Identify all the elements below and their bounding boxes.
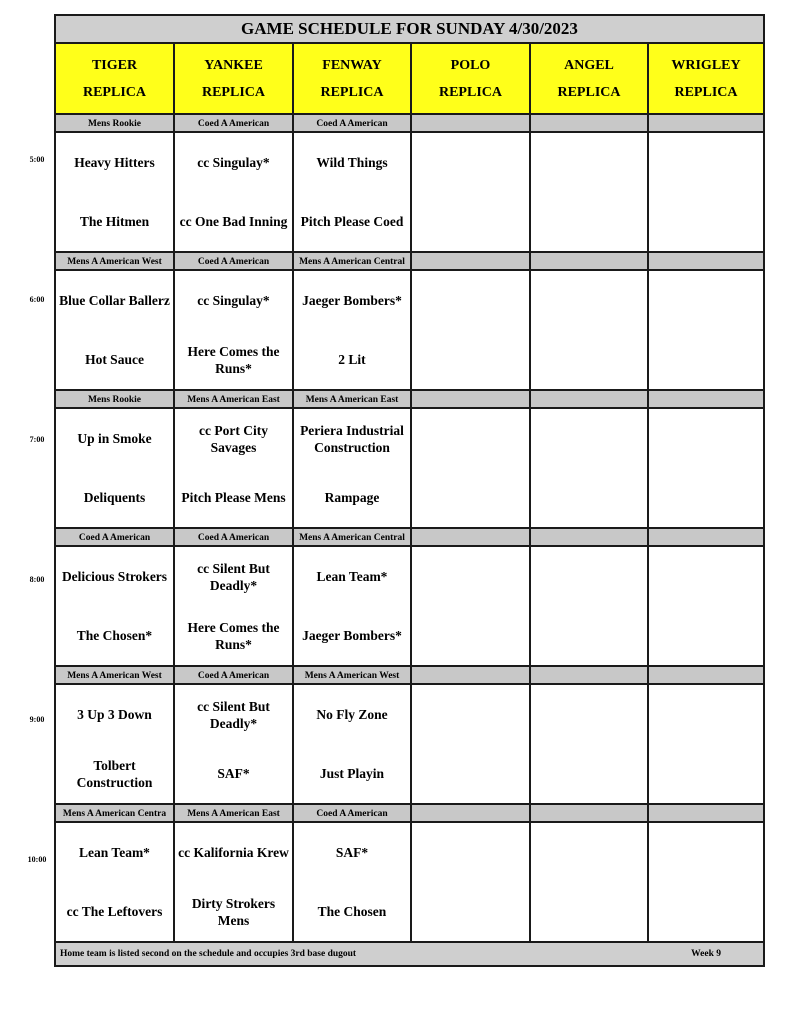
home-team xyxy=(649,882,763,941)
game-row xyxy=(56,271,763,391)
away-team xyxy=(531,271,647,330)
away-team: Delicious Strokers xyxy=(61,569,168,584)
away-team: Heavy Hitters xyxy=(74,155,155,170)
game-cell xyxy=(294,409,412,529)
home-team: cc The Leftovers xyxy=(66,904,163,919)
time-label: 5:00 xyxy=(29,155,45,164)
division-label xyxy=(412,805,531,823)
home-team: Pitch Please Mens xyxy=(181,490,286,505)
division-label xyxy=(531,667,649,685)
home-team xyxy=(531,468,647,527)
home-team xyxy=(412,606,529,665)
division-row xyxy=(56,667,763,685)
division-row xyxy=(56,805,763,823)
game-cell xyxy=(175,823,294,943)
home-team xyxy=(649,606,763,665)
away-team xyxy=(649,271,763,330)
division-label: Coed A American xyxy=(175,667,294,685)
away-team: 3 Up 3 Down xyxy=(77,707,152,722)
game-cell xyxy=(294,271,412,391)
home-team-note: Home team is listed second on the schedule and occupies 3rd base dugout xyxy=(60,949,357,959)
division-row xyxy=(56,391,763,409)
division-label xyxy=(531,529,649,547)
game-cell xyxy=(412,409,531,529)
division-label: Mens A American West xyxy=(56,667,175,685)
game-cell xyxy=(412,133,531,253)
division-label xyxy=(412,391,531,409)
home-team: Just Playin xyxy=(319,766,385,781)
home-team xyxy=(412,882,529,941)
game-cell xyxy=(531,547,649,667)
home-team xyxy=(412,192,529,251)
away-team xyxy=(531,823,647,882)
field-name: FENWAY xyxy=(322,57,382,73)
home-team: The Chosen* xyxy=(76,628,153,643)
away-team xyxy=(531,133,647,192)
away-team: Lean Team* xyxy=(316,569,388,584)
game-cell xyxy=(412,271,531,391)
home-team xyxy=(412,330,529,389)
game-cell xyxy=(649,271,763,391)
division-label: Mens A American Central xyxy=(294,253,412,271)
away-team: cc Kalifornia Krew xyxy=(178,845,289,860)
game-cell xyxy=(531,133,649,253)
division-label: Mens A American East xyxy=(294,391,412,409)
away-team: Blue Collar Ballerz xyxy=(59,293,170,308)
away-team: Wild Things xyxy=(316,155,388,170)
home-team: cc One Bad Inning xyxy=(179,214,288,229)
time-label: 7:00 xyxy=(29,435,45,444)
home-team xyxy=(649,330,763,389)
footer-bar xyxy=(56,943,763,965)
division-label: Mens A American Centra xyxy=(56,805,175,823)
game-row xyxy=(56,409,763,529)
game-cell xyxy=(294,547,412,667)
game-cell xyxy=(294,823,412,943)
game-cell xyxy=(412,547,531,667)
home-team: Here Comes the Runs* xyxy=(187,343,280,376)
division-label xyxy=(531,253,649,271)
division-label xyxy=(412,115,531,133)
division-label xyxy=(531,391,649,409)
division-label: Coed A American xyxy=(294,115,412,133)
home-team: Rampage xyxy=(324,490,380,505)
field-header-polo xyxy=(412,44,531,115)
game-cell xyxy=(649,409,763,529)
home-team xyxy=(412,744,529,803)
home-team xyxy=(531,330,647,389)
game-cell xyxy=(175,685,294,805)
division-row xyxy=(56,253,763,271)
game-cell xyxy=(294,685,412,805)
schedule-title: GAME SCHEDULE FOR SUNDAY 4/30/2023 xyxy=(56,16,763,44)
home-team xyxy=(531,192,647,251)
division-label: Mens Rookie xyxy=(56,391,175,409)
home-team: 2 Lit xyxy=(338,352,366,367)
division-label xyxy=(412,667,531,685)
away-team xyxy=(531,547,647,606)
away-team xyxy=(412,271,529,330)
division-label xyxy=(649,253,763,271)
away-team xyxy=(649,685,763,744)
division-label: Mens Rookie xyxy=(56,115,175,133)
field-name: TIGER xyxy=(91,57,138,73)
away-team xyxy=(649,133,763,192)
division-label: Coed A American xyxy=(175,253,294,271)
game-cell xyxy=(412,823,531,943)
game-cell xyxy=(56,271,175,391)
home-team xyxy=(531,882,647,941)
division-label xyxy=(531,115,649,133)
field-header-tiger xyxy=(56,44,175,115)
field-header-fenway xyxy=(294,44,412,115)
away-team: cc Port City Savages xyxy=(199,422,268,455)
away-team xyxy=(412,823,529,882)
division-row xyxy=(56,529,763,547)
home-team: The Chosen xyxy=(317,904,387,919)
game-row xyxy=(56,685,763,805)
game-cell xyxy=(649,133,763,253)
division-label xyxy=(649,805,763,823)
away-team: Up in Smoke xyxy=(77,431,152,446)
game-cell xyxy=(175,271,294,391)
game-cell xyxy=(649,823,763,943)
schedule-sheet xyxy=(54,14,765,967)
away-team xyxy=(412,133,529,192)
game-cell xyxy=(175,409,294,529)
away-team: cc Silent But Deadly* xyxy=(197,698,270,731)
away-team: No Fly Zone xyxy=(316,707,388,722)
division-label: Coed A American xyxy=(175,529,294,547)
field-subtitle: REPLICA xyxy=(201,84,265,100)
field-header-yankee xyxy=(175,44,294,115)
away-team xyxy=(531,409,647,468)
game-row xyxy=(56,823,763,943)
game-cell xyxy=(531,271,649,391)
division-label: Coed A American xyxy=(294,805,412,823)
division-label: Mens A American East xyxy=(175,391,294,409)
field-subtitle: REPLICA xyxy=(438,84,502,100)
home-team xyxy=(531,744,647,803)
division-row xyxy=(56,115,763,133)
home-team: Hot Sauce xyxy=(85,352,144,367)
field-name: WRIGLEY xyxy=(671,57,741,73)
away-team xyxy=(649,823,763,882)
game-cell xyxy=(294,133,412,253)
division-label: Mens A American West xyxy=(294,667,412,685)
away-team xyxy=(531,685,647,744)
game-cell xyxy=(531,685,649,805)
game-cell xyxy=(531,823,649,943)
game-cell xyxy=(56,823,175,943)
week-label: Week 9 xyxy=(691,949,721,959)
time-slots xyxy=(56,115,763,943)
division-label: Mens A American West xyxy=(56,253,175,271)
field-name: ANGEL xyxy=(564,57,614,73)
division-label: Mens A American East xyxy=(175,805,294,823)
division-label xyxy=(649,667,763,685)
away-team: Lean Team* xyxy=(79,845,150,860)
home-team: Jaeger Bombers* xyxy=(302,628,402,643)
away-team: Periera Industrial Construction xyxy=(300,422,404,455)
time-label: 6:00 xyxy=(29,295,45,304)
home-team: The Hitmen xyxy=(79,214,150,229)
field-subtitle: REPLICA xyxy=(557,84,621,100)
away-team xyxy=(412,685,529,744)
home-team: Dirty Strokers Mens xyxy=(191,895,276,928)
game-cell xyxy=(412,685,531,805)
division-label: Mens A American Central xyxy=(294,529,412,547)
field-header-row xyxy=(56,44,763,115)
division-label: Coed A American xyxy=(175,115,294,133)
home-team xyxy=(649,744,763,803)
away-team: SAF* xyxy=(335,845,369,860)
division-label xyxy=(649,529,763,547)
field-header-wrigley xyxy=(649,44,763,115)
away-team: cc Singulay* xyxy=(197,293,270,308)
division-label xyxy=(412,253,531,271)
game-cell xyxy=(56,547,175,667)
field-header-angel xyxy=(531,44,649,115)
division-label xyxy=(649,391,763,409)
away-team: Jaeger Bombers* xyxy=(302,293,402,308)
game-cell xyxy=(531,409,649,529)
division-label: Coed A American xyxy=(56,529,175,547)
game-cell xyxy=(56,409,175,529)
home-team: Here Comes the Runs* xyxy=(187,619,280,652)
game-cell xyxy=(649,547,763,667)
game-cell xyxy=(56,133,175,253)
time-label: 9:00 xyxy=(29,715,45,724)
game-cell xyxy=(56,685,175,805)
home-team: Pitch Please Coed xyxy=(300,214,404,229)
home-team: SAF* xyxy=(217,766,250,781)
game-cell xyxy=(649,685,763,805)
away-team xyxy=(412,409,529,468)
away-team xyxy=(649,547,763,606)
field-name: YANKEE xyxy=(204,57,263,73)
field-subtitle: REPLICA xyxy=(320,84,384,100)
home-team: Deliquents xyxy=(83,490,146,505)
game-cell xyxy=(175,133,294,253)
division-label xyxy=(412,529,531,547)
game-cell xyxy=(175,547,294,667)
home-team xyxy=(649,192,763,251)
time-label: 8:00 xyxy=(29,575,45,584)
division-label xyxy=(649,115,763,133)
field-subtitle: REPLICA xyxy=(82,84,146,100)
away-team xyxy=(649,409,763,468)
away-team: cc Singulay* xyxy=(197,155,270,170)
home-team: Tolbert Construction xyxy=(76,757,153,790)
division-label xyxy=(531,805,649,823)
home-team xyxy=(649,468,763,527)
home-team xyxy=(531,606,647,665)
time-label: 10:00 xyxy=(27,855,47,864)
away-team xyxy=(412,547,529,606)
game-row xyxy=(56,133,763,253)
field-name: POLO xyxy=(450,57,491,73)
away-team: cc Silent But Deadly* xyxy=(197,560,270,593)
game-row xyxy=(56,547,763,667)
home-team xyxy=(412,468,529,527)
field-subtitle: REPLICA xyxy=(674,84,738,100)
